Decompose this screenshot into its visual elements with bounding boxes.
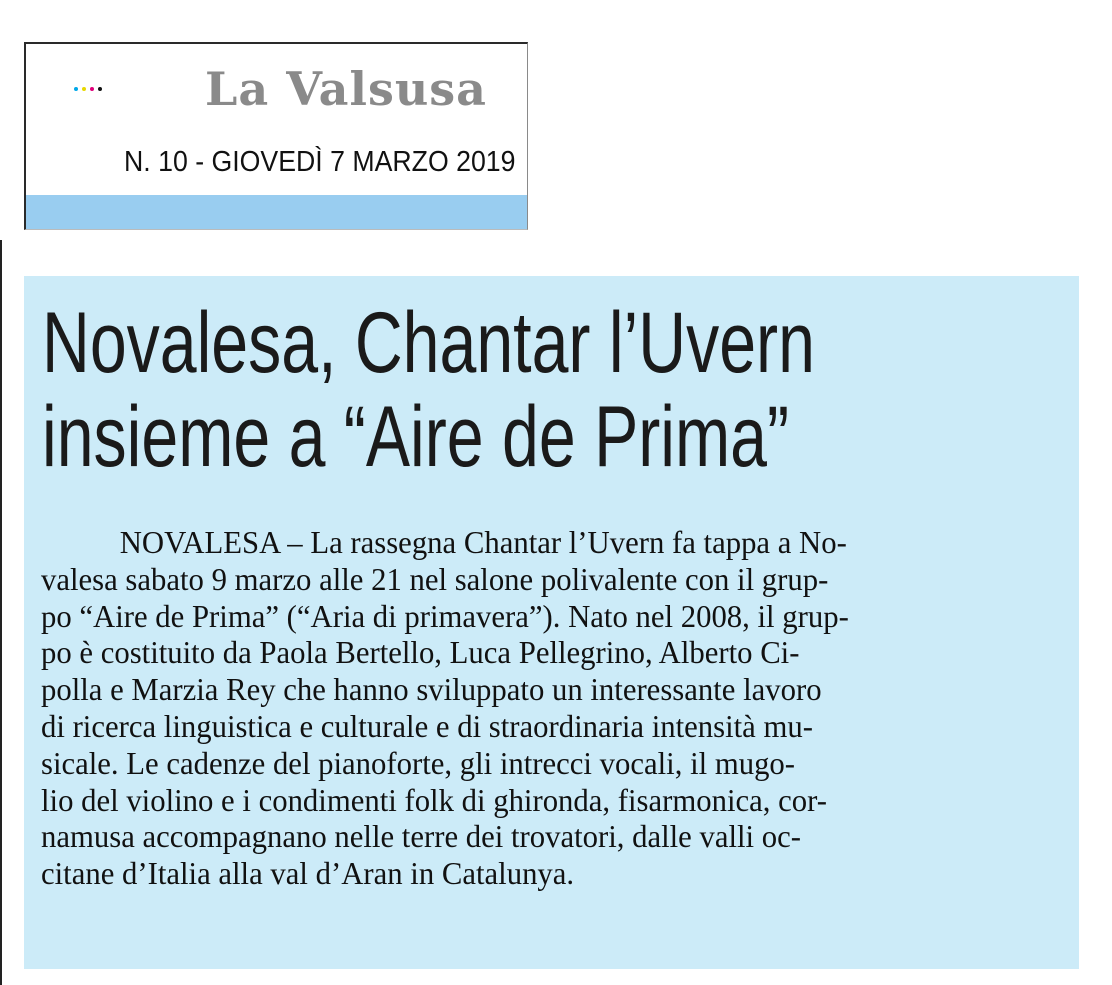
- body-line: po è costituito da Paola Bertello, Luca Pellegrino, Alberto Ci-: [41, 634, 800, 671]
- reg-dot-yellow: [82, 87, 86, 91]
- issue-date: N. 10 - GIOVEDÌ 7 MARZO 2019: [123, 146, 515, 178]
- headline-line: insieme a “Aire de Prima”: [42, 389, 790, 485]
- body-line: lio del violino e i condimenti folk di ghironda, fisarmonica, cor-: [41, 781, 827, 818]
- reg-dot-cyan: [74, 87, 78, 91]
- article-body: [41, 524, 1061, 892]
- masthead: [24, 42, 528, 230]
- body-line: po “Aire de Prima” (“Aria di primavera”). Nato nel 2008, il grup-: [41, 597, 849, 634]
- body-line: citane d’Italia alla val d’Aran in Catalunya.: [41, 855, 575, 892]
- article-headline: [42, 296, 815, 484]
- body-line: sicale. Le cadenze del pianoforte, gli intrecci vocali, il mugo-: [41, 744, 796, 781]
- registration-marks: [74, 78, 106, 96]
- reg-dot-black: [98, 87, 102, 91]
- body-line: namusa accompagnano nelle terre dei trovatori, dalle valli oc-: [41, 818, 801, 855]
- newspaper-title: La Valsusa: [205, 62, 487, 116]
- body-line: polla e Marzia Rey che hanno sviluppato un interessante lavoro: [41, 671, 822, 708]
- masthead-color-band: [26, 195, 527, 229]
- page-edge-rule: [0, 240, 2, 985]
- reg-dot-magenta: [90, 87, 94, 91]
- body-line: NOVALESA – La rassegna Chantar l’Uvern fa tappa a No-: [119, 524, 847, 560]
- body-line: di ricerca linguistica e culturale e di straordinaria intensità mu-: [41, 707, 813, 744]
- article-box: [24, 276, 1079, 969]
- body-line: valesa sabato 9 marzo alle 21 nel salone polivalente con il grup-: [41, 560, 829, 597]
- headline-line: Novalesa, Chantar l’Uvern: [42, 295, 815, 391]
